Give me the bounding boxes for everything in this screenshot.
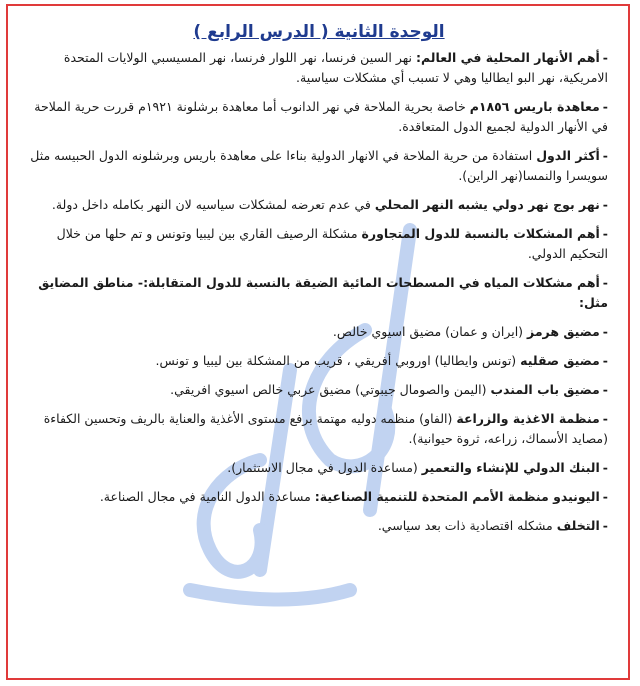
item-text: (ايران و عمان) مضيق اسيوي خالص. [332,324,528,339]
item-lead: أهم الأنهار المحلية في العالم: [416,50,600,65]
item-lead: مضيق هرمز [527,324,600,339]
item-text: خاصة بحرية الملاحة في نهر الدانوب أما معاهدة برشلونة ١٩٢١م قررت حرية الملاحة في الأنهار الدولية لجميع الدول المتعاقدة. [34,99,608,134]
list-item: -معاهدة باريس ١٨٥٦م خاصة بحرية الملاحة في نهر الدانوب أما معاهدة برشلونة ١٩٢١م قررت حرية الملاحة في الأنهار الدولية لجميع الدول المتعاقدة. [34,99,608,134]
item-lead: منظمة الاغذية والزراعة [456,411,600,426]
list-item: -نهر بوج نهر دولي يشبه النهر المحلي في عدم تعرضه لمشكلات سياسيه لان النهر بكامله داخل دولة. [51,197,608,212]
list-item: -منظمة الاغذية والزراعة (الفاو) منظمه دوليه مهتمة برفع مستوى الأغذية والعناية بالريف وتحسين الكفاءة (مصايد الأسماك، زراعه، ثروة حيوانية). [43,411,608,446]
item-text: استفادة من حرية الملاحة في الانهار الدولية بناءا على معاهدة باريس وبرشلونه الدول الحبيسه مثل سويسرا والنمسا(نهر الراين). [30,148,608,183]
item-lead: التخلف [556,518,600,533]
item-text: (تونس وايطاليا) اوروبي أفريقي ، قريب من المشكلة بين ليبيا و تونس. [155,353,521,368]
list-item: -التخلف مشكله اقتصادية ذات بعد سياسي. [377,518,608,533]
item-text: مساعدة الدول النامية في مجال الصناعة. [99,489,315,504]
item-lead: البنك الدولي للإنشاء والتعمير [421,460,600,475]
item-text: في عدم تعرضه لمشكلات سياسيه لان النهر بكامله داخل دولة. [51,197,375,212]
item-text: (اليمن والصومال جيبوتي) مضيق عربي خالص اسيوي افريقي. [170,382,491,397]
item-text: (مساعدة الدول في مجال الاستثمار). [227,460,422,475]
list-item: -أكثر الدول استفادة من حرية الملاحة في الانهار الدولية بناءا على معاهدة باريس وبرشلونه الدول الحبيسه مثل سويسرا والنمسا(نهر الراين). [30,148,608,183]
item-text: مشكلة الرصيف القاري بين ليبيا وتونس و تم حلها من خلال التحكيم الدولي. [56,226,608,261]
list-item: -البنك الدولي للإنشاء والتعمير (مساعدة الدول في مجال الاستثمار). [227,460,608,475]
item-text: نهر السين فرنسا، نهر اللوار فرنسا، نهر المسيسبي الولايات المتحدة الامريكية، نهر البو ايطاليا وهي لا تسبب أي مشكلات سياسية. [63,50,608,85]
list-item: -مضيق باب المندب (اليمن والصومال جيبوتي) مضيق عربي خالص اسيوي افريقي. [170,382,608,397]
list-item: -اليونيدو منظمة الأمم المتحدة للتنمية الصناعية: مساعدة الدول النامية في مجال الصناعة. [99,489,608,504]
item-lead: مضيق صقليه [520,353,600,368]
item-lead: نهر بوج نهر دولي يشبه النهر المحلي [374,197,600,212]
list-item: -أهم مشكلات المياه في المسطحات المائية الضيقة بالنسبة للدول المتقابلة:- مناطق المضايق مثل: [38,275,608,310]
page-title: الوحدة الثانية ( الدرس الرابع ) [193,22,445,42]
item-text: (الفاو) منظمه دوليه مهتمة برفع مستوى الأغذية والعناية بالريف وتحسين الكفاءة (مصايد الأسماك، زراعه، ثروة حيوانية). [43,411,608,446]
list-item: -أهم الأنهار المحلية في العالم: نهر السين فرنسا، نهر اللوار فرنسا، نهر المسيسبي الولايات المتحدة الامريكية، نهر البو ايطاليا وهي لا تسبب أي مشكلات سياسية. [63,50,608,85]
item-text: مشكله اقتصادية ذات بعد سياسي. [377,518,557,533]
item-lead: معاهدة باريس ١٨٥٦م [469,99,600,114]
item-lead: أكثر الدول [536,148,600,163]
item-lead: أهم المشكلات بالنسبة للدول المتجاورة [361,226,600,241]
worksheet-content [24,22,614,545]
item-lead: مضيق باب المندب [490,382,600,397]
list-item: -أهم المشكلات بالنسبة للدول المتجاورة مشكلة الرصيف القاري بين ليبيا وتونس و تم حلها من خلال التحكيم الدولي. [56,226,608,261]
list-item: -مضيق صقليه (تونس وايطاليا) اوروبي أفريقي ، قريب من المشكلة بين ليبيا و تونس. [155,353,608,368]
item-lead: اليونيدو منظمة الأمم المتحدة للتنمية الصناعية: [314,489,600,504]
item-lead: أهم مشكلات المياه في المسطحات المائية الضيقة بالنسبة للدول المتقابلة:- مناطق المضايق مثل: [38,275,608,310]
list-item: -مضيق هرمز (ايران و عمان) مضيق اسيوي خالص. [332,324,608,339]
